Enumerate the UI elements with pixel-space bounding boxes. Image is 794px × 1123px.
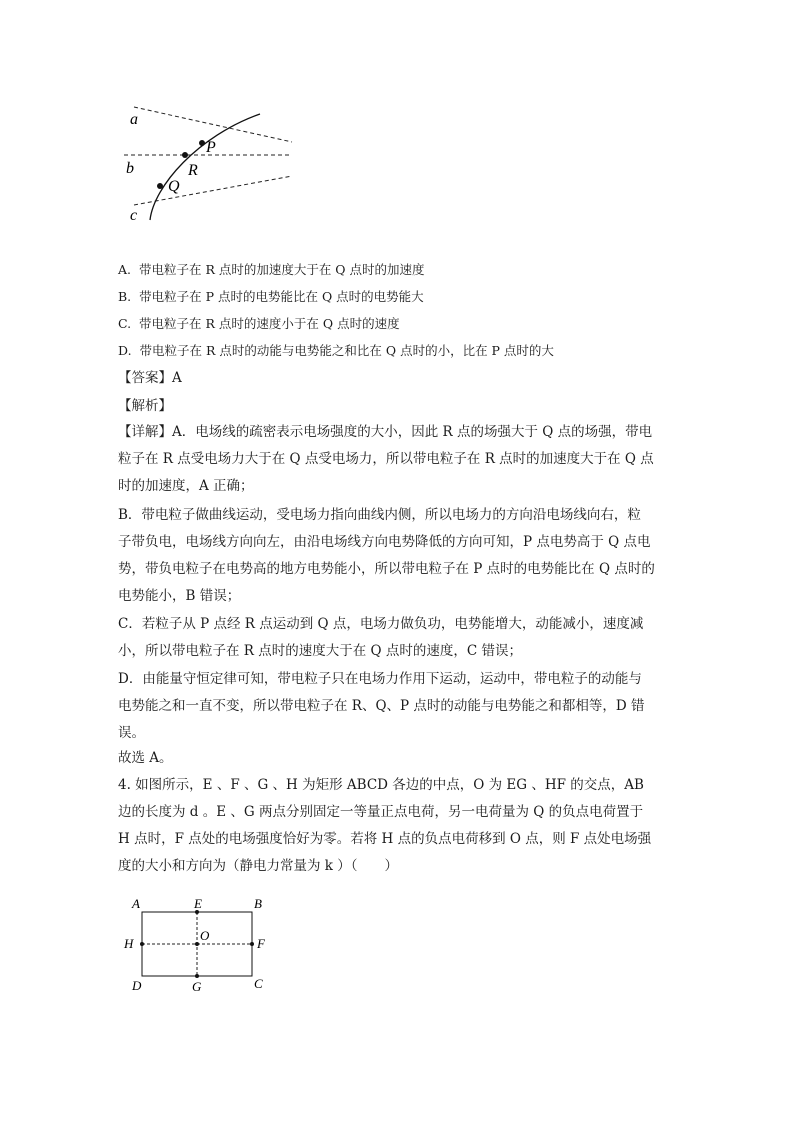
label-q: Q <box>168 178 180 195</box>
label-r: R <box>188 162 198 179</box>
explanation-d: D．由能量守恒定律可知，带电粒子只在电场力作用下运动，运动中，带电粒子的动能与 电势能之和一直不变，所以带电粒子在 R、Q、P 点时的动能与电势能之和都相等，D 错 误。 <box>118 671 645 741</box>
label-G: G <box>192 979 202 994</box>
label-A: A <box>132 896 140 911</box>
label-H: H <box>124 936 134 951</box>
trajectory-curve <box>150 114 260 220</box>
option-a: A. 带电粒子在 R 点时的加速度大于在 Q 点时的加速度 <box>118 262 425 277</box>
label-F: F <box>257 936 265 951</box>
point-h <box>140 942 144 946</box>
field-line-a <box>134 107 292 142</box>
label-a: a <box>130 111 138 128</box>
answer-line: 【答案】A <box>118 370 182 386</box>
point-f <box>250 942 254 946</box>
explanation-b: B．带电粒子做曲线运动，受电场力指向曲线内侧，所以电场力的方向沿电场线向右，粒 子带负电，电场线方向向左，由沿电场线方向电势降低的方向可知，P 点电势高于 Q 点电 势，带负电粒子在电势高的地方电势能小，所以带电粒子在 P 点时的电势能比在 Q 点时的 电势能小，B 错误； <box>118 507 655 604</box>
point-q <box>157 183 163 189</box>
field-lines-figure <box>118 96 308 226</box>
label-c: c <box>130 207 138 224</box>
label-C: C <box>254 976 263 991</box>
explanation-c: C．若粒子从 P 点经 R 点运动到 Q 点，电场力做负功，电势能增大，动能减小，速度减 小，所以带电粒子在 R 点时的速度大于在 Q 点时的速度，C 错误； <box>118 616 644 659</box>
label-p: P <box>206 139 216 156</box>
explanation-a: 【详解】A．电场线的疏密表示电场强度的大小，因此 R 点的场强大于 Q 点的场强，带电 粒子在 R 点受电场力大于在 Q 点受电场力，所以带电粒子在 R 点时的加速度大于在 Q 点 时的加速度，A 正确； <box>118 424 654 494</box>
option-d: D. 带电粒子在 R 点时的动能与电势能之和比在 Q 点时的小，比在 P 点时的大 <box>118 343 554 358</box>
analysis-label: 【解析】 <box>118 398 172 414</box>
label-E: E <box>194 896 202 911</box>
option-b: B. 带电粒子在 P 点时的电势能比在 Q 点时的电势能大 <box>118 289 424 304</box>
label-b: b <box>126 160 134 177</box>
point-g <box>195 974 199 978</box>
conclusion: 故选 A。 <box>118 750 173 766</box>
rectangle-figure <box>118 890 278 995</box>
point-o <box>195 942 199 946</box>
option-c: C. 带电粒子在 R 点时的速度小于在 Q 点时的速度 <box>118 316 400 331</box>
point-r <box>182 152 188 158</box>
point-p <box>199 140 205 146</box>
label-D: D <box>132 978 142 993</box>
label-B: B <box>254 896 262 911</box>
field-line-c <box>134 176 292 205</box>
label-O: O <box>200 928 210 943</box>
question-4: 4. 如图所示，E 、F 、G 、H 为矩形 ABCD 各边的中点，O 为 EG 、HF 的交点，AB 边的长度为 d 。E 、G 两点分别固定一等量正点电荷，另一电荷量为 Q 的负点电荷置于 H 点时，F 点处的电场强度恰好为零。若将 H 点的负点电荷移到 O 点，则 F 点处电场强 度的大小和方向为（静电力常量为 k ）（ ） <box>118 777 652 874</box>
